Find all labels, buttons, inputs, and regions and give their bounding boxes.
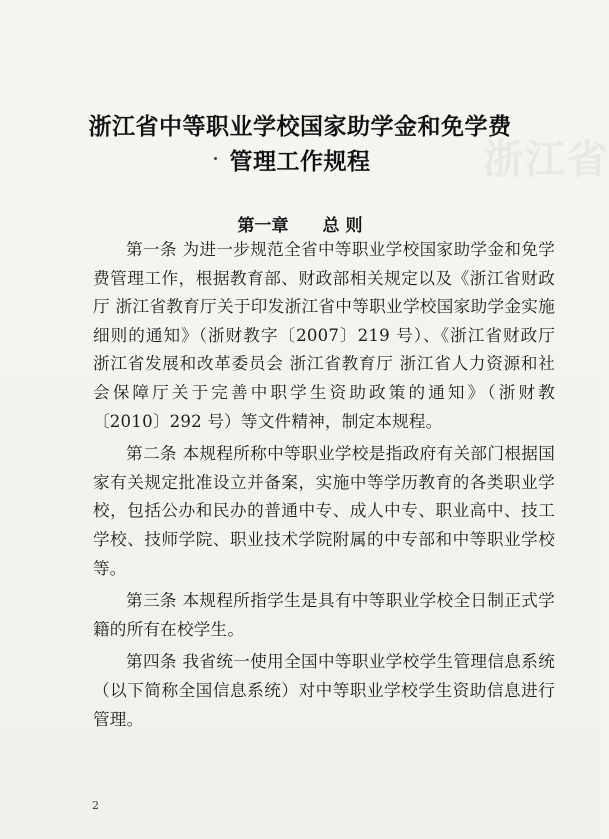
- article-1-paragraph: 第一条 为进一步规范全省中等职业学校国家助学金和免学费管理工作，根据教育部、财政部相关规定以及《浙江省财政厅 浙江省教育厅关于印发浙江省中等职业学校国家助学金实施细则的通知》（浙财教字〔2007〕219 号）、《浙江省财政厅 浙江省发展和改革委员会 浙江省教育厅 浙江省人力资源和社会保障厅关于完善中职学生资助政策的通知》（浙财教〔2010〕292 号）等文件精神，制定本规程。: [93, 240, 555, 431]
- chapter-number: 第一章: [237, 216, 289, 236]
- chapter-title: 总 则: [322, 216, 363, 236]
- bleed-through-text: 浙江省: [483, 136, 609, 183]
- article-4-paragraph: 第四条 我省统一使用全国中等职业学校学生管理信息系统（以下简称全国信息系统）对中等职业学校学生资助信息进行管理。: [93, 652, 555, 729]
- article-2-paragraph: 第二条 本规程所称中等职业学校是指政府有关部门根据国家有关规定批准设立并备案，实施中等学历教育的各类职业学校，包括公办和民办的普通中专、成人中专、职业高中、技工学校、技师学院、职业技术学院附属的中专部和中等职业学校等。: [93, 444, 555, 578]
- chapter-heading: [0, 211, 600, 236]
- article-3-paragraph: 第三条 本规程所指学生是具有中等职业学校全日制正式学籍的所有在校学生。: [93, 591, 555, 639]
- page-number: 2: [92, 799, 99, 812]
- document-body: [93, 236, 555, 734]
- document-title-line-1: 浙江省中等职业学校国家助学金和免学费: [88, 114, 512, 140]
- document-title-line-2: 管理工作规程: [229, 149, 371, 175]
